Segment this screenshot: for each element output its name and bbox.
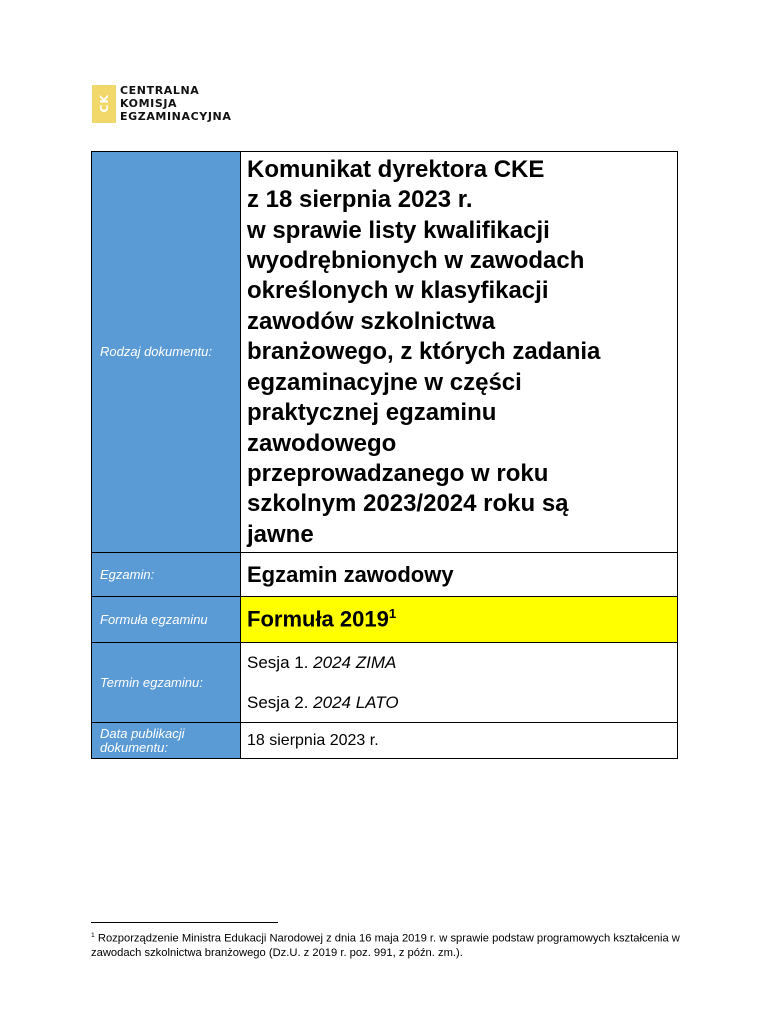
label-publication-date-line-1: Data publikacji xyxy=(100,725,185,741)
session-2-value: 2024 LATO xyxy=(313,692,399,712)
label-exam: Egzamin: xyxy=(92,553,241,597)
row-exam-term xyxy=(92,643,678,723)
document-title-cell xyxy=(241,152,678,553)
formula-cell xyxy=(241,597,678,643)
label-publication-date-line-2: dokumentu: xyxy=(100,739,168,755)
session-2-prefix: Sesja 2. xyxy=(247,692,309,712)
session-2 xyxy=(247,693,671,713)
formula-value: Formuła 2019 xyxy=(247,606,389,632)
cke-logo xyxy=(92,84,231,123)
session-1-value: 2024 ZIMA xyxy=(313,652,397,672)
title-line: branżowego, z których zadania xyxy=(247,338,601,366)
document-title xyxy=(247,153,671,551)
label-publication-date xyxy=(92,723,241,759)
logo-mark-text: CK xyxy=(97,94,111,113)
row-publication-date xyxy=(92,723,678,759)
logo-mark xyxy=(92,85,116,123)
session-1-prefix: Sesja 1. xyxy=(247,652,309,672)
title-line: w sprawie listy kwalifikacji xyxy=(247,216,550,244)
exam-value: Egzamin zawodowy xyxy=(241,553,678,597)
logo-line-1: CENTRALNA xyxy=(120,84,200,97)
title-line: określonych w klasyfikacji xyxy=(247,277,549,305)
label-formula: Formuła egzaminu xyxy=(92,597,241,643)
document-info-table xyxy=(91,151,678,759)
row-exam xyxy=(92,553,678,597)
label-document-type: Rodzaj dokumentu: xyxy=(92,152,241,553)
title-line: egzaminacyjne w części xyxy=(247,368,522,396)
footnote-text: Rozporządzenie Ministra Edukacji Narodowej z dnia 16 maja 2019 r. w sprawie podstaw programowych kształcenia w zawodach szkolnictwa branżowego (Dz.U. z 2019 r. poz. 991, z późn. zm.). xyxy=(91,932,680,959)
title-line: zawodowego xyxy=(247,429,397,457)
title-line: z 18 sierpnia 2023 r. xyxy=(247,186,473,214)
session-1 xyxy=(247,653,671,673)
title-line: szkolnym 2023/2024 roku są xyxy=(247,490,569,518)
row-formula xyxy=(92,597,678,643)
label-exam-term: Termin egzaminu: xyxy=(92,643,241,723)
title-line: zawodów szkolnictwa xyxy=(247,307,496,335)
row-document-type xyxy=(92,152,678,553)
publication-date-value: 18 sierpnia 2023 r. xyxy=(241,723,678,759)
footnote-ref: 1 xyxy=(388,606,397,622)
footnote-number: 1 xyxy=(91,932,95,939)
title-line: jawne xyxy=(247,520,314,548)
logo-line-3: EGZAMINACYJNA xyxy=(120,110,232,123)
title-line: wyodrębnionych w zawodach xyxy=(247,247,585,275)
title-line: przeprowadzanego w roku xyxy=(247,459,549,487)
exam-term-cell xyxy=(241,643,678,723)
title-line: praktycznej egzaminu xyxy=(247,399,497,427)
logo-text xyxy=(120,84,231,123)
title-line: Komunikat dyrektora CKE xyxy=(247,155,545,183)
footnote xyxy=(91,929,716,960)
footnote-separator xyxy=(91,922,278,923)
logo-line-2: KOMISJA xyxy=(120,97,178,110)
